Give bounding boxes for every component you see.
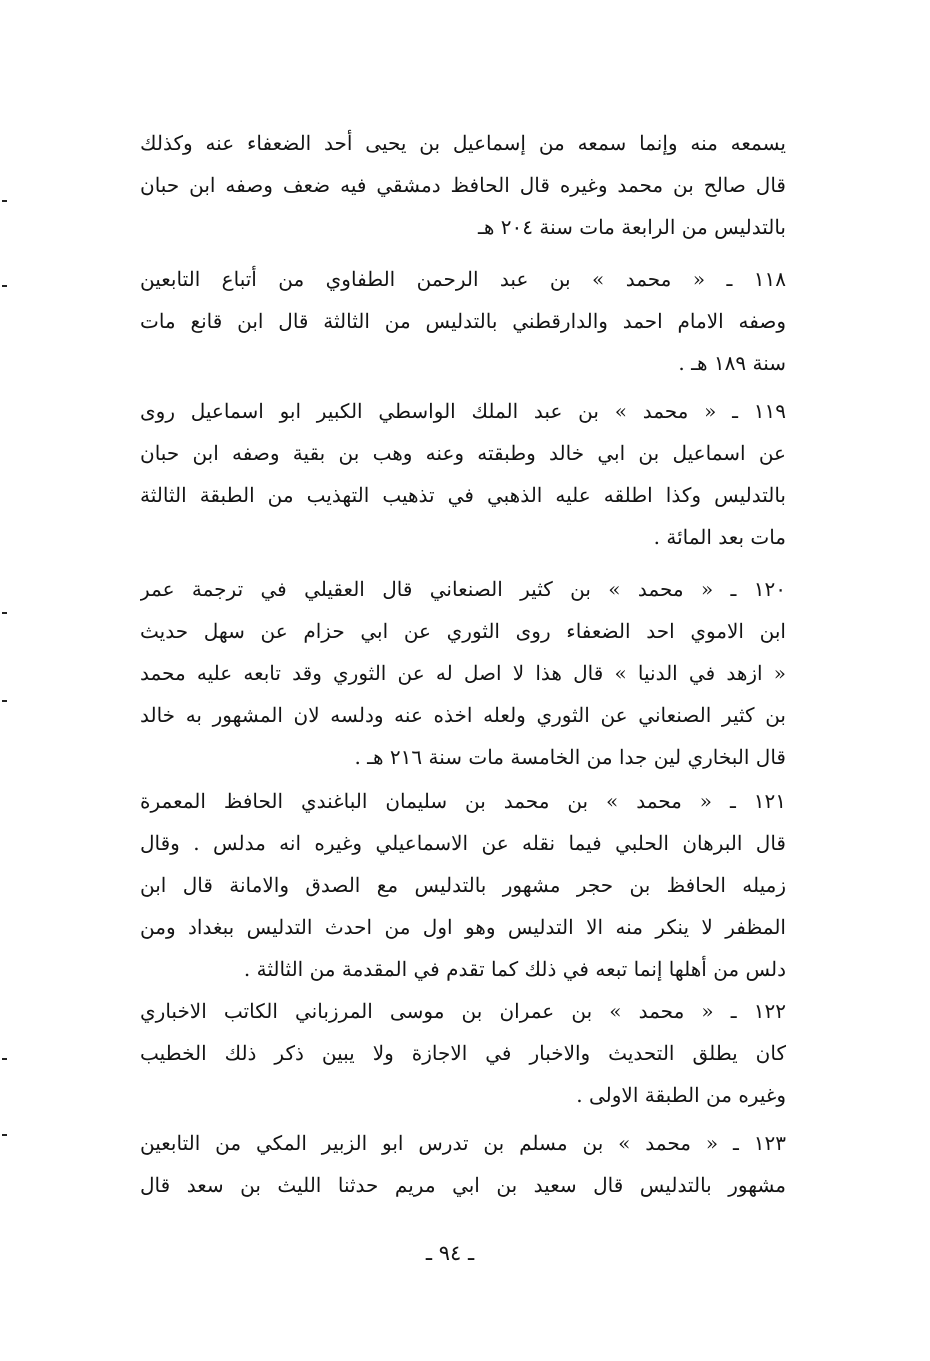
text-line: بالتدليس من الرابعة مات سنة ٢٠٤ هـ: [478, 215, 786, 239]
entry-121: [140, 780, 786, 990]
text-line: وصفه الامام احمد والدارقطني بالتدليس من الثالثة قال ابن قانع مات: [140, 309, 786, 333]
text-line: مات بعد المائة .: [653, 525, 786, 549]
text-line: ١٢٣ ـ « محمد » بن مسلم بن تدرس ابو الزبير المكي من التابعين: [140, 1131, 786, 1155]
text-line: ١٢١ ـ « محمد » بن محمد بن سليمان الباغندي الحافظ المعمرة: [140, 789, 786, 813]
text-line: قال البرهان الحلبي فيما نقله عن الاسماعيلي وغيره انه مدلس . وقال: [140, 831, 786, 855]
text-line: المظفر لا ينكر منه الا التدليس وهو اول من احدث التدليس ببغداد ومن: [140, 915, 786, 939]
scan-margin-mark: [2, 1058, 7, 1060]
text-line: ١٢٠ ـ « محمد » بن كثير الصنعاني قال العقيلي في ترجمة عمر: [140, 577, 786, 601]
text-line: وغيره من الطبقة الاولى .: [576, 1083, 786, 1107]
text-line: عن اسماعيل بن ابي خالد وطبقته وعنه وهب بن بقية وصفه ابن حبان: [140, 441, 786, 465]
scan-margin-mark: [2, 200, 7, 202]
text-line: مشهور بالتدليس قال سعيد بن ابي مريم حدثنا الليث بن سعد قال: [140, 1173, 786, 1197]
scan-margin-mark: [2, 1134, 7, 1136]
text-line: ابن الاموي احد الضعفاء روى الثوري عن ابي حزام عن سهل حديث: [140, 619, 786, 643]
text-line: قال صالح بن محمد وغيره قال الحافظ دمشقي فيه ضعف وصفه ابن حبان: [140, 173, 786, 197]
text-line: ١١٩ ـ « محمد » بن عبد الملك الواسطي الكبير ابو اسماعيل روى: [140, 399, 786, 423]
entry-119: [140, 390, 786, 558]
text-line: دلس من أهلها إنما تبعه في ذلك كما تقدم في المقدمة من الثالثة .: [243, 957, 786, 981]
scan-margin-mark: [2, 285, 7, 287]
text-line: كان يطلق التحديث والاخبار في الاجازة ولا يبين ذكر ذلك الخطيب: [140, 1041, 786, 1065]
text-line: يسمعه منه وإنما سمعه من إسماعيل بن يحيى أحد الضعفاء عنه وكذلك: [140, 131, 786, 155]
text-line: ١١٨ ـ « محمد » بن عبد الرحمن الطفاوي من أتباع التابعين: [140, 267, 786, 291]
entry-122: [140, 990, 786, 1116]
entry-123: [140, 1122, 786, 1206]
text-line: بالتدليس وكذا اطلقه عليه الذهبي في تذهيب التهذيب من الطبقة الثالثة: [140, 483, 786, 507]
page-number: ـ ٩٤ ـ: [425, 1241, 475, 1265]
text-line: « ازهد في الدنيا » قال هذا لا اصل له عن الثوري وقد تابعه عليه محمد: [140, 661, 786, 685]
scan-margin-mark: [2, 612, 7, 614]
entry-118: [140, 258, 786, 384]
text-line: بن كثير الصنعاني عن الثوري ولعله اخذه عنه ودلسه لان المشهور به خالد: [140, 703, 786, 727]
text-line: قال البخاري لين جدا من الخامسة مات سنة ٢١٦ هـ .: [354, 745, 786, 769]
text-line: سنة ١٨٩ هـ .: [678, 351, 786, 375]
scan-margin-mark: [2, 700, 7, 702]
text-line: ١٢٢ ـ « محمد » بن عمران بن موسى المرزباني الكاتب الاخباري: [140, 999, 786, 1023]
entry-120: [140, 568, 786, 778]
paragraph-continuation: [140, 122, 786, 248]
text-line: زميله الحافظ بن حجر مشهور بالتدليس مع الصدق والامانة قال ابن: [140, 873, 786, 897]
